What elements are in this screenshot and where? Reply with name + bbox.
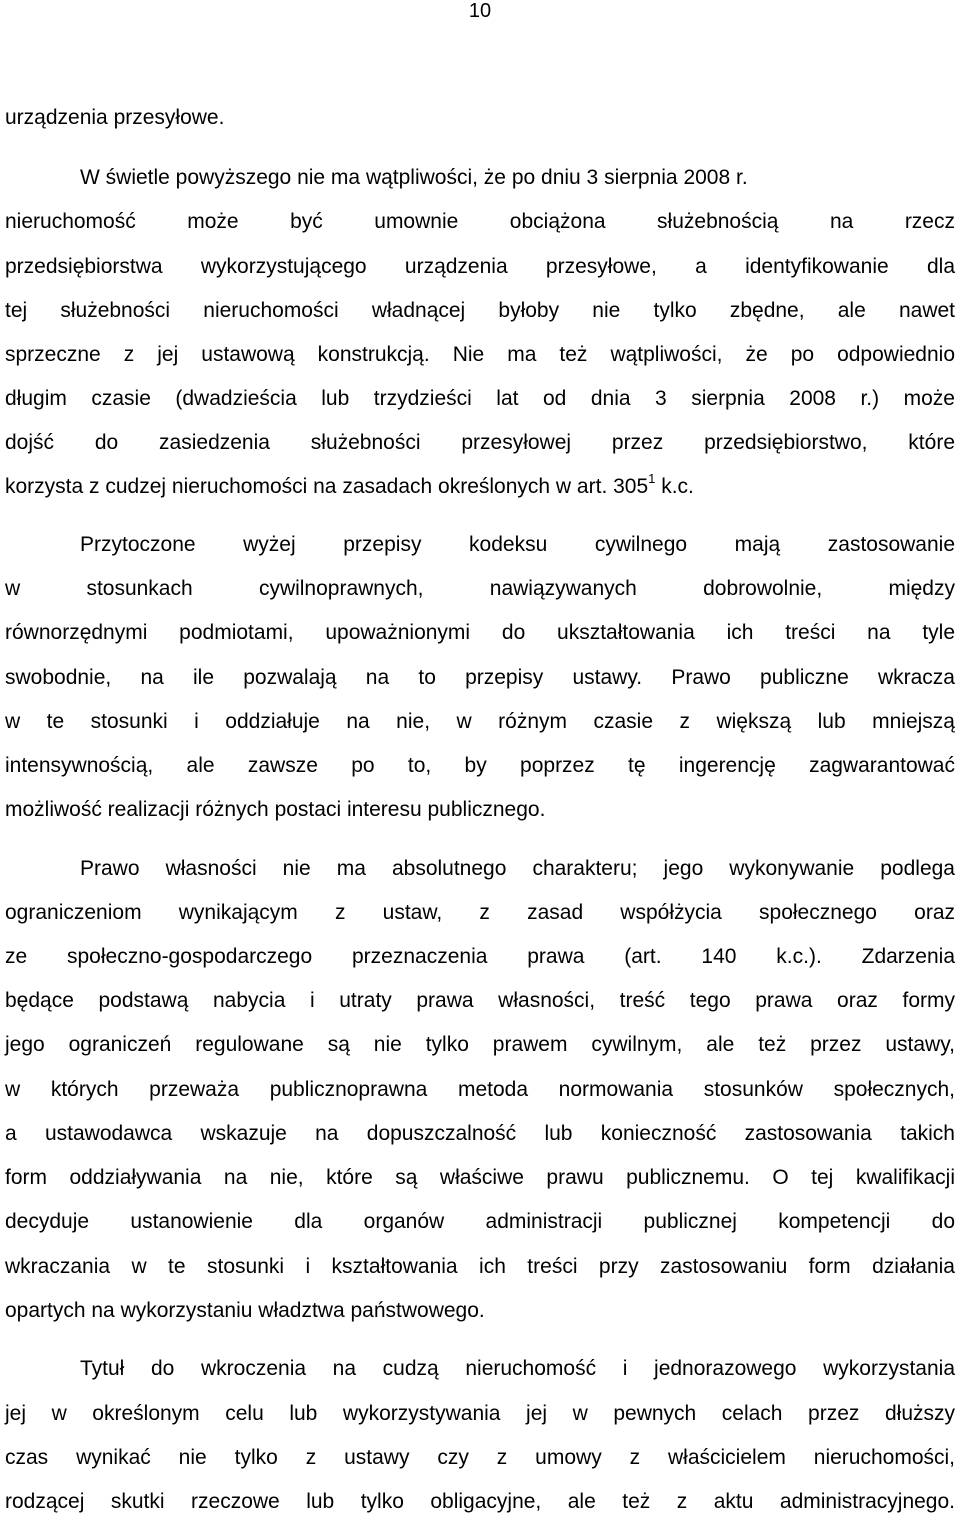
text-line: możliwość realizacji różnych postaci interesu publicznego. [5,798,546,821]
text-line: urządzenia przesyłowe. [5,106,225,129]
text-line: nieruchomość może być umownie obciążona służebnością na rzecz [5,210,955,233]
text-line: będące podstawą nabycia i utraty prawa własności, treść tego prawa oraz formy [5,989,955,1012]
text-line: Przytoczone wyżej przepisy kodeksu cywilnego mają zastosowanie [80,533,955,556]
text-span: korzysta z cudzej nieruchomości na zasadach określonych w art. 305 [5,475,649,498]
text-line [5,473,955,501]
text-span: k.c. [655,475,694,498]
text-line: rodzącej skutki rzeczowe lub tylko obligacyjne, ale też z aktu administracyjnego. [5,1490,955,1513]
text-line: Prawo własności nie ma absolutnego charakteru; jego wykonywanie podlega [80,857,955,880]
text-line: wkraczania w te stosunki i kształtowania ich treści przy zastosowaniu form działania [5,1255,955,1278]
text-line: w te stosunki i oddziałuje na nie, w różnym czasie z większą lub mniejszą [5,710,955,733]
text-line: tej służebności nieruchomości władnącej byłoby nie tylko zbędne, ale nawet [5,299,955,322]
text-line: w stosunkach cywilnoprawnych, nawiązywanych dobrowolnie, między [5,577,955,600]
text-line: ograniczeniom wynikającym z ustaw, z zasad współżycia społecznego oraz [5,901,955,924]
text-line: opartych na wykorzystaniu władztwa państwowego. [5,1299,485,1322]
page-number: 10 [468,0,492,22]
text-line: intensywnością, ale zawsze po to, by poprzez tę ingerencję zagwarantować [5,754,955,777]
text-line: decyduje ustanowienie dla organów administracji publicznej kompetencji do [5,1210,955,1233]
text-line: w których przeważa publicznoprawna metoda normowania stosunków społecznych, [5,1078,955,1101]
text-line: Tytuł do wkroczenia na cudzą nieruchomość i jednorazowego wykorzystania [80,1357,955,1380]
text-line: przedsiębiorstwa wykorzystującego urządzenia przesyłowe, a identyfikowanie dla [5,255,955,278]
text-line: swobodnie, na ile pozwalają na to przepisy ustawy. Prawo publiczne wkracza [5,666,955,689]
text-line: długim czasie (dwadzieścia lub trzydzieści lat od dnia 3 sierpnia 2008 r.) może [5,387,955,410]
text-line: sprzeczne z jej ustawową konstrukcją. Nie ma też wątpliwości, że po odpowiednio [5,343,955,366]
text-line: jego ograniczeń regulowane są nie tylko prawem cywilnym, ale też przez ustawy, [5,1033,955,1056]
superscript: 1 [648,471,656,486]
text-line: a ustawodawca wskazuje na dopuszczalność lub konieczność zastosowania takich [5,1122,955,1145]
text-line: W świetle powyższego nie ma wątpliwości, że po dniu 3 sierpnia 2008 r. [80,166,748,189]
text-line: form oddziaływania na nie, które są właściwe prawu publicznemu. O tej kwalifikacji [5,1166,955,1189]
text-line: czas wynikać nie tylko z ustawy czy z umowy z właścicielem nieruchomości, [5,1446,955,1469]
text-line: równorzędnymi podmiotami, upoważnionymi do ukształtowania ich treści na tyle [5,621,955,644]
text-line: dojść do zasiedzenia służebności przesyłowej przez przedsiębiorstwo, które [5,431,955,454]
text-line: ze społeczno-gospodarczego przeznaczenia prawa (art. 140 k.c.). Zdarzenia [5,945,955,968]
text-line: jej w określonym celu lub wykorzystywania jej w pewnych celach przez dłuższy [5,1402,955,1425]
